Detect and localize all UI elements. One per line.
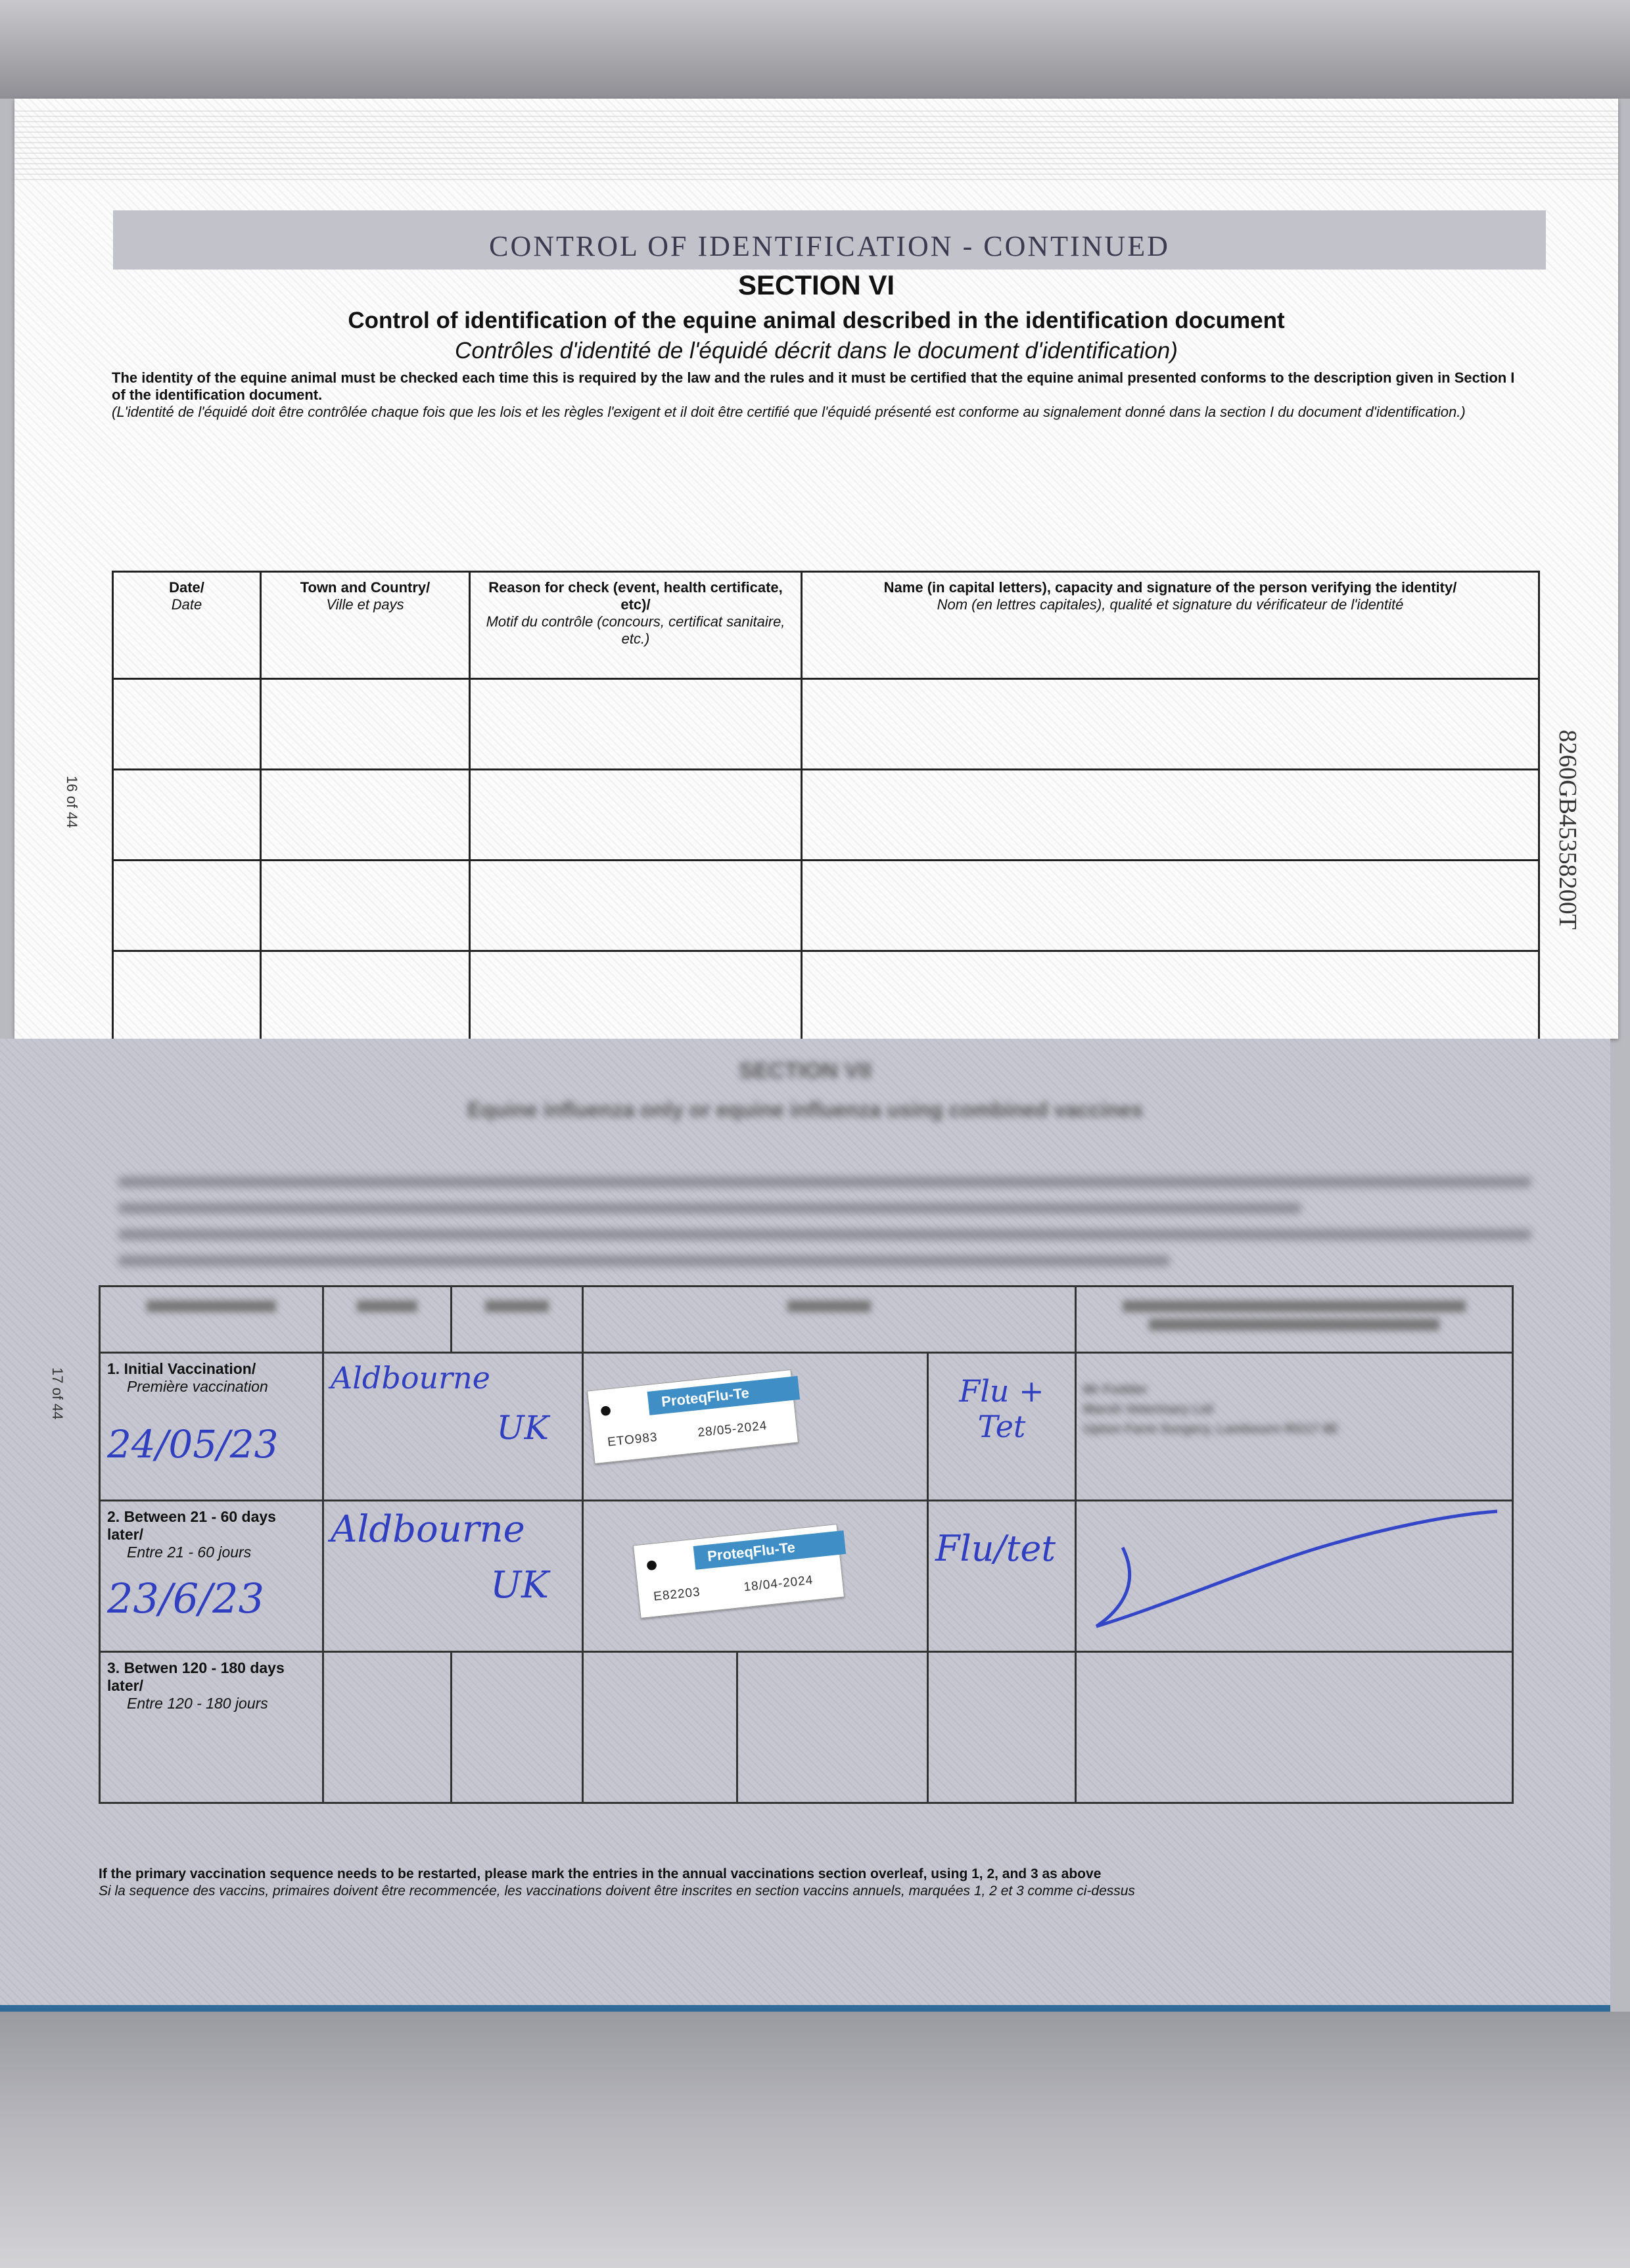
vacc-col-date — [100, 1287, 323, 1353]
sticker-brand: ProteqFlu-Te — [647, 1376, 801, 1415]
handwritten-date: 24/05/23 — [107, 1422, 279, 1467]
section-title: SECTION VI — [737, 270, 895, 300]
vacc-row-2-disease — [928, 1501, 1076, 1652]
vacc-col-vaccine — [583, 1287, 1076, 1353]
passport-page-top — [14, 99, 1618, 1039]
intro-en: The identity of the equine animal must be checked each time this is required by the law and the rules and it must be certified that the equine animal presented conforms to the description given in Section I of the identification document. — [112, 369, 1515, 403]
handwritten-country: UK — [496, 1409, 549, 1447]
row-label: 2. Between 21 - 60 days later/ Entre 21 - 60 jours — [107, 1508, 276, 1561]
row-label: 3. Betwen 120 - 180 days later/ Entre 120 - 180 jours — [107, 1659, 285, 1712]
blurred-text-line — [118, 1256, 1170, 1266]
sticker-expiry: 28/05-2024 — [697, 1419, 768, 1440]
table-header-row — [113, 572, 1539, 679]
vacc-row-3-date — [100, 1652, 323, 1803]
vacc-row-2-place — [323, 1501, 583, 1652]
vacc-col-place — [323, 1287, 452, 1353]
row-label: 1. Initial Vaccination/ Première vaccination — [107, 1360, 268, 1395]
table-row — [113, 861, 1539, 951]
handwritten-place: Aldbourne — [331, 1508, 525, 1551]
sticker-expiry: 18/04-2024 — [743, 1573, 814, 1595]
vacc-row-3 — [100, 1652, 1513, 1803]
section-banner: CONTROL OF IDENTIFICATION - CONTINUED — [113, 210, 1546, 270]
sticker-batch: ETO983 — [607, 1430, 659, 1450]
col-reason: Reason for check (event, health certificate, etc)/ Motif du contrôle (concours, certificat sanitaire, etc.) — [470, 572, 802, 679]
handwritten-date: 23/6/23 — [107, 1574, 265, 1622]
blurred-section-heading: SECTION VII — [738, 1058, 872, 1083]
vacc-row-2-date — [100, 1501, 323, 1652]
blurred-text-line — [118, 1229, 1531, 1240]
blurred-section-title: Equine influenza only or equine influenza using combined vaccines — [467, 1098, 1143, 1122]
col-town-country: Town and Country/ Ville et pays — [261, 572, 470, 679]
vacc-row-1 — [100, 1353, 1513, 1501]
section-subtitle-fr: Contrôles d'identité de l'équidé décrit dans le document d'identification) — [455, 338, 1178, 364]
vaccine-sticker — [633, 1524, 845, 1618]
vet-signature-icon — [1083, 1508, 1504, 1640]
vaccination-table — [99, 1285, 1514, 1804]
vacc-row-1-date — [100, 1353, 323, 1501]
vet-stamp-blurred: Mr Fodder Marsh Veterinary Ltd Upton Farm Surgery, Lambourn RG17 8E — [1083, 1382, 1339, 1436]
section-subtitle: Control of identification of the equine animal described in the identification document — [348, 308, 1285, 333]
table-row — [113, 770, 1539, 861]
vacc-col-country — [452, 1287, 583, 1353]
handwritten-place: Aldbourne — [331, 1360, 490, 1396]
handwritten-disease: Flu + Tet — [959, 1373, 1044, 1444]
handwritten-disease: Flu/tet — [935, 1528, 1056, 1569]
vacc-col-vet — [1076, 1287, 1513, 1353]
page-number-bottom: 17 of 44 — [49, 1367, 66, 1420]
intro-fr: (L'identité de l'équidé doit être contrôlée chaque fois que les lois et les règles l'exigent et il doit être certifié que l'équidé présenté est conforme au signalement donné dans la section I du document d'identification.) — [112, 404, 1466, 420]
sticker-batch: E82203 — [653, 1585, 701, 1604]
scanner-lid — [0, 0, 1630, 99]
vacc-header-row — [100, 1287, 1513, 1353]
col-name-signature: Name (in capital letters), capacity and signature of the person verifying the identity/ Nom (en lettres capitales), qualité et signature du vérificateur de l'identité — [802, 572, 1539, 679]
document-code: 8260GB45358200T — [1554, 730, 1581, 930]
sticker-logo-icon: ● — [597, 1396, 614, 1423]
vaccine-sticker — [587, 1369, 799, 1464]
vacc-row-1-vet — [1076, 1353, 1513, 1501]
sticker-logo-icon: ● — [643, 1551, 660, 1578]
col-date: Date/ Date — [113, 572, 261, 679]
table-row — [113, 679, 1539, 770]
vacc-row-1-sticker — [583, 1353, 928, 1501]
page-number-top: 16 of 44 — [64, 776, 80, 828]
sticker-brand: ProteqFlu-Te — [693, 1530, 847, 1570]
page-header-lines — [14, 110, 1618, 183]
handwritten-country: UK — [490, 1564, 549, 1607]
table-row — [113, 951, 1539, 1042]
vacc-row-2 — [100, 1501, 1513, 1652]
vacc-row-2-vet — [1076, 1501, 1513, 1652]
vacc-row-1-place — [323, 1353, 583, 1501]
blurred-text-line — [118, 1203, 1301, 1214]
vacc-row-2-sticker — [583, 1501, 928, 1652]
scanner-background — [0, 2012, 1630, 2268]
vacc-row-1-disease — [928, 1353, 1076, 1501]
section-intro — [112, 369, 1518, 421]
blurred-text-line — [118, 1177, 1531, 1187]
vaccination-footnote: If the primary vaccination sequence needs to be restarted, please mark the entries in the annual vaccinations section overleaf, using 1, 2, and 3 as above Si la sequence des vaccins, primaires doivent être recommencée, les vaccinations doivent être inscrites en section vaccins annuels, marquées 1, 2 et 3 comme ci-dessus — [99, 1866, 1135, 1899]
